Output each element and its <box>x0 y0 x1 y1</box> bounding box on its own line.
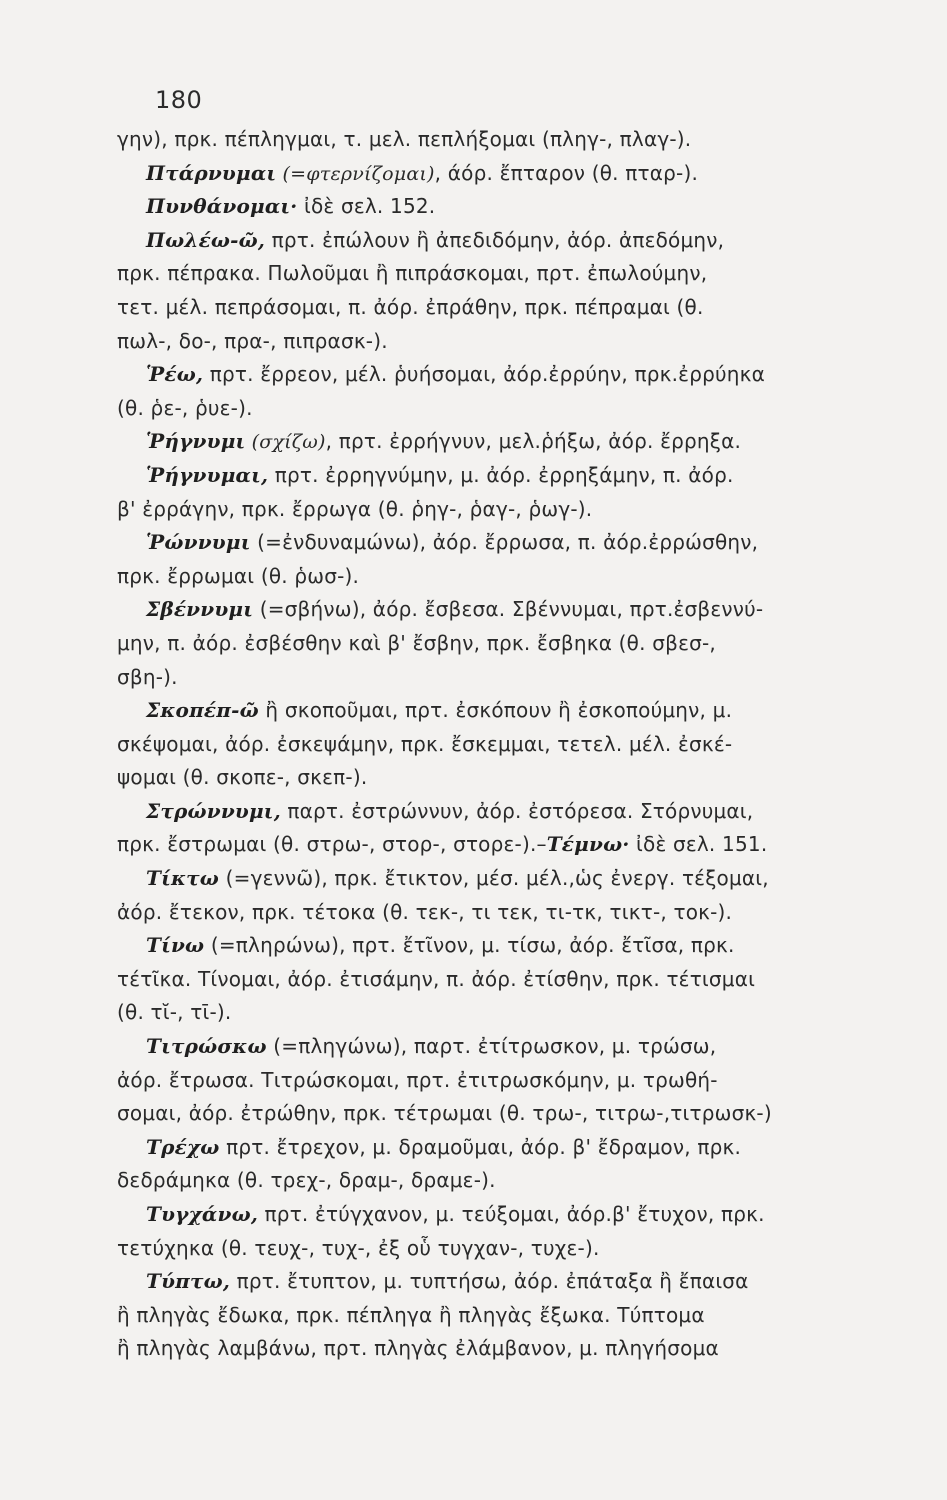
text-line: πρκ. ἔστρωμαι (θ. στρω-, στορ-, στορε-).–Τέμνω· ἰδὲ σελ. 151. <box>117 832 768 857</box>
text-line: ἢ πληγὰς λαμβάνω, πρτ. πληγὰς ἐλάμβανον, μ. πληγήσομα <box>117 1336 719 1361</box>
entry-line: Ῥήγνυμι (σχίζω), πρτ. ἐρρήγνυν, μελ.ῥήξω, ἀόρ. ἔρρηξα. <box>146 429 742 454</box>
text-line: β' ἐρράγην, πρκ. ἔρρωγα (θ. ῥηγ-, ῥαγ-, ῥωγ-). <box>117 496 593 521</box>
text-line: τέτῖκα. Τίνομαι, ἀόρ. ἐτισάμην, π. ἀόρ. ἐτίσθην, πρκ. τέτισμαι <box>117 966 756 991</box>
entry-line: Ῥώννυμι (=ἐνδυναμώνω), ἀόρ. ἔρρωσα, π. ἀόρ.ἐρρώσθην, <box>146 530 759 555</box>
headword: Πωλέω-ῶ, <box>146 227 266 252</box>
entry-line: Τιτρώσκω (=πληγώνω), παρτ. ἐτίτρωσκον, μ. τρώσω, <box>146 1034 717 1059</box>
text-line: μην, π. ἀόρ. ἐσβέσθην καὶ β' ἔσβην, πρκ. ἔσβηκα (θ. σβεσ-, <box>117 630 716 655</box>
text-line: πρκ. ἔρρωμαι (θ. ῥωσ-). <box>117 563 360 588</box>
entry-line: Τρέχω πρτ. ἔτρεχον, μ. δραμοῦμαι, ἀόρ. β' ἔδραμον, πρκ. <box>146 1134 742 1159</box>
entry-line: Τίνω (=πληρώνω), πρτ. ἔτῖνον, μ. τίσω, ἀόρ. ἔτῖσα, πρκ. <box>146 933 735 958</box>
entry-line: Ῥέω, πρτ. ἔρρεον, μέλ. ῥυήσομαι, ἀόρ.ἐρρύην, πρκ.ἐρρύηκα <box>146 362 765 387</box>
text-line: δεδράμηκα (θ. τρεχ-, δραμ-, δραμε-). <box>117 1168 496 1193</box>
headword: Τυγχάνω, <box>146 1202 258 1226</box>
entry-line: Στρώννυμι, παρτ. ἐστρώννυν, ἀόρ. ἐστόρεσα. Στόρνυμαι, <box>146 798 754 823</box>
text-line: τετ. μέλ. πεπράσομαι, π. ἀόρ. ἐπράθην, πρκ. πέπραμαι (θ. <box>117 294 704 319</box>
entry-line: Τύπτω, πρτ. ἔτυπτον, μ. τυπτήσω, ἀόρ. ἐπάταξα ἢ ἔπαισα <box>146 1269 749 1294</box>
headword: Πτάρνυμαι <box>146 160 277 185</box>
text-line: γην), πρκ. πέπληγμαι, τ. μελ. πεπλήξομαι (πληγ-, πλαγ-). <box>117 127 692 151</box>
entry-line: Τίκτω (=γεννῶ), πρκ. ἔτικτον, μέσ. μέλ.,ὡς ἐνεργ. τέξομαι, <box>146 866 769 891</box>
headword: Τύπτω, <box>146 1269 231 1294</box>
entry-line: Πτάρνυμαι (=φτερνίζομαι), άόρ. ἔπταρον (θ. πταρ-). <box>146 160 699 185</box>
text-line: (θ. τῐ-, τῑ-). <box>117 1000 232 1025</box>
headword: Τιτρώσκω <box>146 1034 267 1059</box>
headword: Ῥέω, <box>146 362 204 387</box>
text-line: τετύχηκα (θ. τευχ-, τυχ-, ἐξ οὗ τυγχαν-, τυχε-). <box>117 1235 600 1260</box>
entry-line: Σβέννυμι (=σβήνω), ἀόρ. ἔσβεσα. Σβέννυμαι, πρτ.ἐσβεννύ- <box>146 597 764 622</box>
text-line: σκέψομαι, ἀόρ. ἐσκεψάμην, πρκ. ἔσκεμμαι, τετελ. μέλ. ἐσκέ- <box>117 731 733 756</box>
text-line: ψομαι (θ. σκοπε-, σκεπ-). <box>117 765 368 790</box>
text-line: ἀόρ. ἔτεκον, πρκ. τέτοκα (θ. τεκ-, τι τεκ, τι-τκ, τικτ-, τοκ-). <box>117 899 733 924</box>
entry-line: Ῥήγνυμαι, πρτ. ἐρρηγνύμην, μ. ἀόρ. ἐρρηξάμην, π. ἀόρ. <box>146 462 734 487</box>
text-line: ἀόρ. ἔτρωσα. Τιτρώσκομαι, πρτ. ἐτιτρωσκόμην, μ. τρωθή- <box>117 1067 718 1092</box>
entry-line: Πυνθάνομαι· ἰδὲ σελ. 152. <box>146 194 436 219</box>
headword: Ῥήγνυμαι, <box>146 462 269 487</box>
text-line: (θ. ῥε-, ῥυε-). <box>117 395 253 420</box>
headword: Πυνθάνομαι· <box>146 194 298 219</box>
text-line: ἢ πληγὰς ἔδωκα, πρκ. πέπληγα ἢ πληγὰς ἔξωκα. Τύπτομα <box>117 1302 705 1327</box>
headword: Ῥώννυμι <box>146 530 251 555</box>
headword: Τίκτω <box>146 866 220 891</box>
entry-line: Τυγχάνω, πρτ. ἐτύγχανον, μ. τεύξομαι, ἀόρ.β' ἔτυχον, πρκ. <box>146 1202 765 1226</box>
text-line: σβη-). <box>117 664 178 689</box>
headword: Τέμνω· <box>546 832 630 857</box>
headword: Ῥήγνυμι <box>146 429 246 454</box>
headword: Τρέχω <box>146 1134 220 1159</box>
text-line: σομαι, ἀόρ. ἐτρώθην, πρκ. τέτρωμαι (θ. τρω-, τιτρω-,τιτρωσκ-) <box>117 1101 772 1126</box>
headword: Τίνω <box>146 933 205 958</box>
dictionary-text <box>117 123 907 1366</box>
text-line: πωλ-, δο-, πρα-, πιπρασκ-). <box>117 328 388 353</box>
headword: Στρώννυμι, <box>146 798 281 823</box>
headword: Σβέννυμι <box>146 597 254 622</box>
entry-line: Πωλέω-ῶ, πρτ. ἐπώλουν ἢ ἀπεδιδόμην, ἀόρ. ἀπεδόμην, <box>146 227 725 252</box>
page-number: 180 <box>155 86 203 114</box>
headword: Σκοπέπ-ῶ <box>146 698 259 723</box>
entry-line: Σκοπέπ-ῶ ἢ σκοποῦμαι, πρτ. ἐσκόπουν ἢ ἐσκοπούμην, μ. <box>146 698 733 723</box>
text-line: πρκ. πέπρακα. Πωλοῦμαι ἢ πιπράσκομαι, πρτ. ἐπωλούμην, <box>117 261 708 286</box>
